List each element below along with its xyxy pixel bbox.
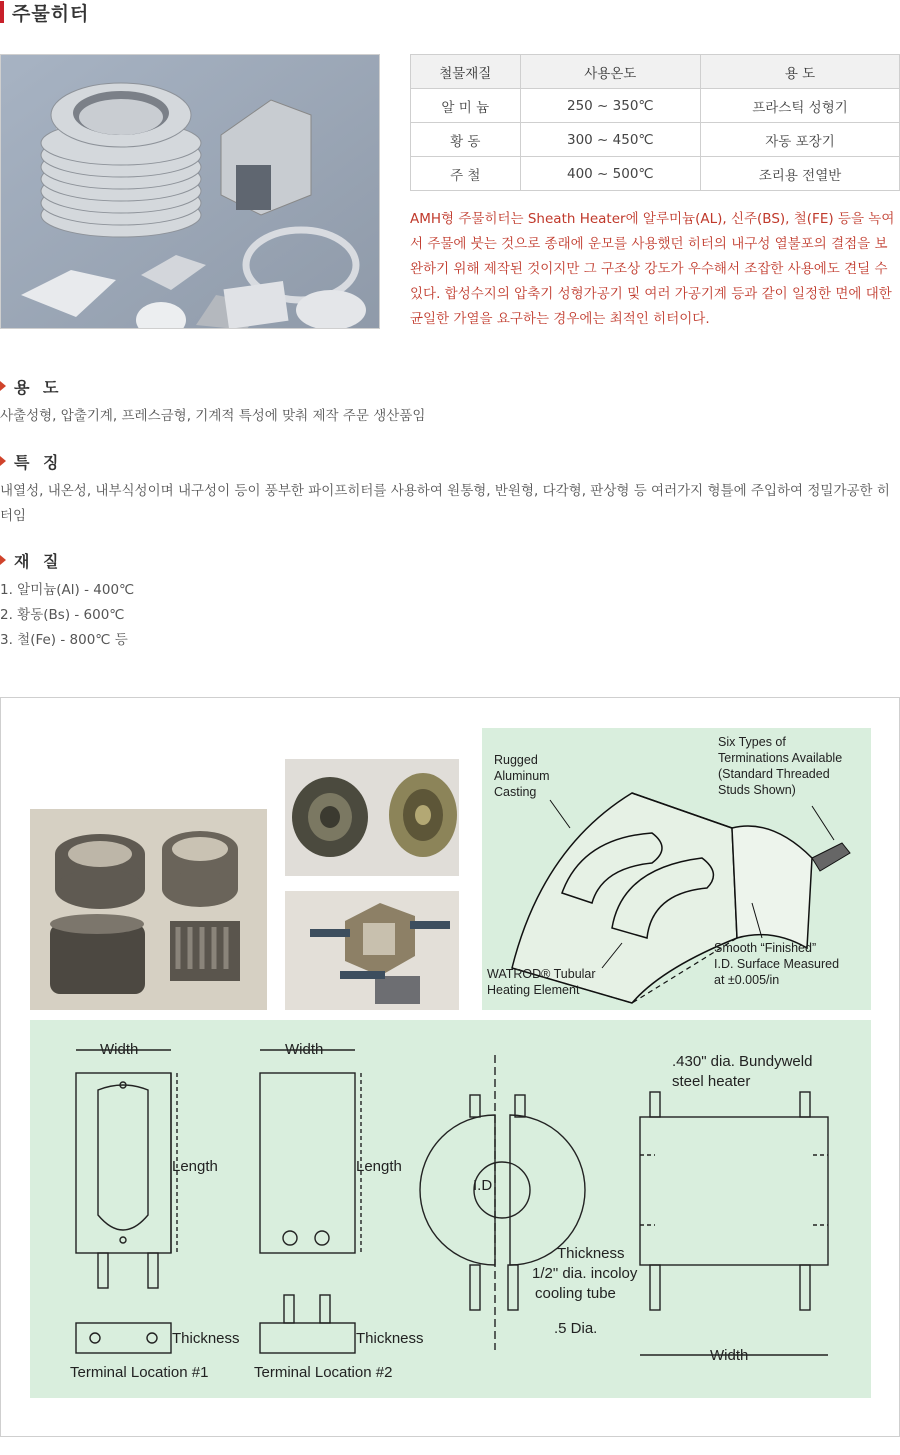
label-bundyweld-1: .430" dia. Bundyweld <box>672 1053 813 1070</box>
header-usage: 용 도 <box>701 55 900 89</box>
label-dia: .5 Dia. <box>554 1320 598 1337</box>
header-temperature: 사용온도 <box>520 55 700 89</box>
label-width-3: Width <box>710 1347 749 1364</box>
label-thickness-2: Thickness <box>356 1330 424 1347</box>
cutaway-label-rugged: Rugged Aluminum Casting <box>494 753 550 799</box>
square-heaters-photo <box>285 891 459 1010</box>
table-cell: 조리용 전열반 <box>701 157 900 191</box>
label-incoloy-2: cooling tube <box>535 1285 616 1302</box>
table-header-row <box>411 55 900 89</box>
section-body: 내열성, 내온성, 내부식성이며 내구성이 등이 풍부한 파이프히터를 사용하여 원통형, 반원형, 다각형, 판상형 등 여러가지 형틀에 주입하여 정밀가공한 히터임 <box>0 483 890 524</box>
label-length-1: Length <box>172 1158 218 1175</box>
table-cell: 250 ~ 350℃ <box>520 89 700 123</box>
table-cell: 프라스틱 성형기 <box>701 89 900 123</box>
cutaway-label-terminations: Six Types of Terminations Available (Standard Threaded Studs Shown) <box>718 735 843 797</box>
spec-table <box>410 54 900 191</box>
features-section <box>0 450 900 529</box>
header-material: 철물재질 <box>411 55 521 89</box>
table-cell: 자동 포장기 <box>701 123 900 157</box>
table-cell: 황 동 <box>411 123 521 157</box>
table-cell: 알 미 늄 <box>411 89 521 123</box>
label-incoloy-1: 1/2" dia. incoloy <box>532 1265 638 1282</box>
list-item: 3. 철(Fe) - 800℃ 등 <box>0 632 128 648</box>
section-title: 용 도 <box>14 377 63 397</box>
table-cell: 300 ~ 450℃ <box>520 123 700 157</box>
label-terminal-1: Terminal Location #1 <box>70 1364 209 1381</box>
section-title: 재 질 <box>14 551 63 571</box>
bullet-arrow-icon <box>0 456 6 466</box>
product-gallery <box>0 697 900 1437</box>
label-terminal-2: Terminal Location #2 <box>254 1364 393 1381</box>
bullet-arrow-icon <box>0 381 6 391</box>
title-accent-bar <box>0 1 4 23</box>
section-title: 특 징 <box>14 452 63 472</box>
label-width-1: Width <box>100 1041 139 1058</box>
list-item: 2. 황동(Bs) - 600℃ <box>0 607 125 623</box>
table-cell: 주 철 <box>411 157 521 191</box>
label-length-2: Length <box>356 1158 402 1175</box>
materials-list <box>0 578 900 653</box>
band-heaters-photo <box>30 809 267 1010</box>
dimensions-diagram <box>30 1020 871 1398</box>
page-title <box>0 0 89 24</box>
cutaway-diagram <box>482 728 871 1010</box>
section-body: 사출성형, 압출기계, 프레스금형, 기계적 특성에 맞춰 제작 주문 생산품임 <box>0 408 426 424</box>
materials-section <box>0 549 900 653</box>
table-row <box>411 123 900 157</box>
label-bundyweld-2: steel heater <box>672 1073 751 1090</box>
bullet-arrow-icon <box>0 555 6 565</box>
page-title-text: 주물히터 <box>12 2 90 25</box>
product-photo <box>0 54 380 329</box>
round-heaters-photo <box>285 759 459 876</box>
label-thickness-3: Thickness <box>557 1245 625 1262</box>
list-item: 1. 알미늄(Al) - 400℃ <box>0 582 135 598</box>
table-row <box>411 157 900 191</box>
table-row <box>411 89 900 123</box>
label-thickness-1: Thickness <box>172 1330 240 1347</box>
usage-section <box>0 375 900 429</box>
table-cell: 400 ~ 500℃ <box>520 157 700 191</box>
label-width-2: Width <box>285 1041 324 1058</box>
cutaway-label-watrod: WATROD® Tubular Heating Element <box>487 967 596 997</box>
product-description: AMH형 주물히터는 Sheath Heater에 알루미늄(AL), 신주(BS), 철(FE) 등을 녹여서 주물에 붓는 것으로 종래에 운모를 사용했던 히터의 내구성 열불포의 결점을 보완하기 위해 제작된 것이지만 그 구조상 강도가 우수해서 조잡한 사용에도 견딜 수 있다. 합성수지의 압축기 성형가공기 및 여러 가공기계 등과 같이 일정한 면에 대한 균일한 가열을 요구하는 경우에는 최적인 히터이다. <box>410 211 895 327</box>
label-id: I.D <box>473 1177 493 1194</box>
cutaway-label-smooth: Smooth “Finished” I.D. Surface Measured at ±0.005/in <box>714 941 840 987</box>
